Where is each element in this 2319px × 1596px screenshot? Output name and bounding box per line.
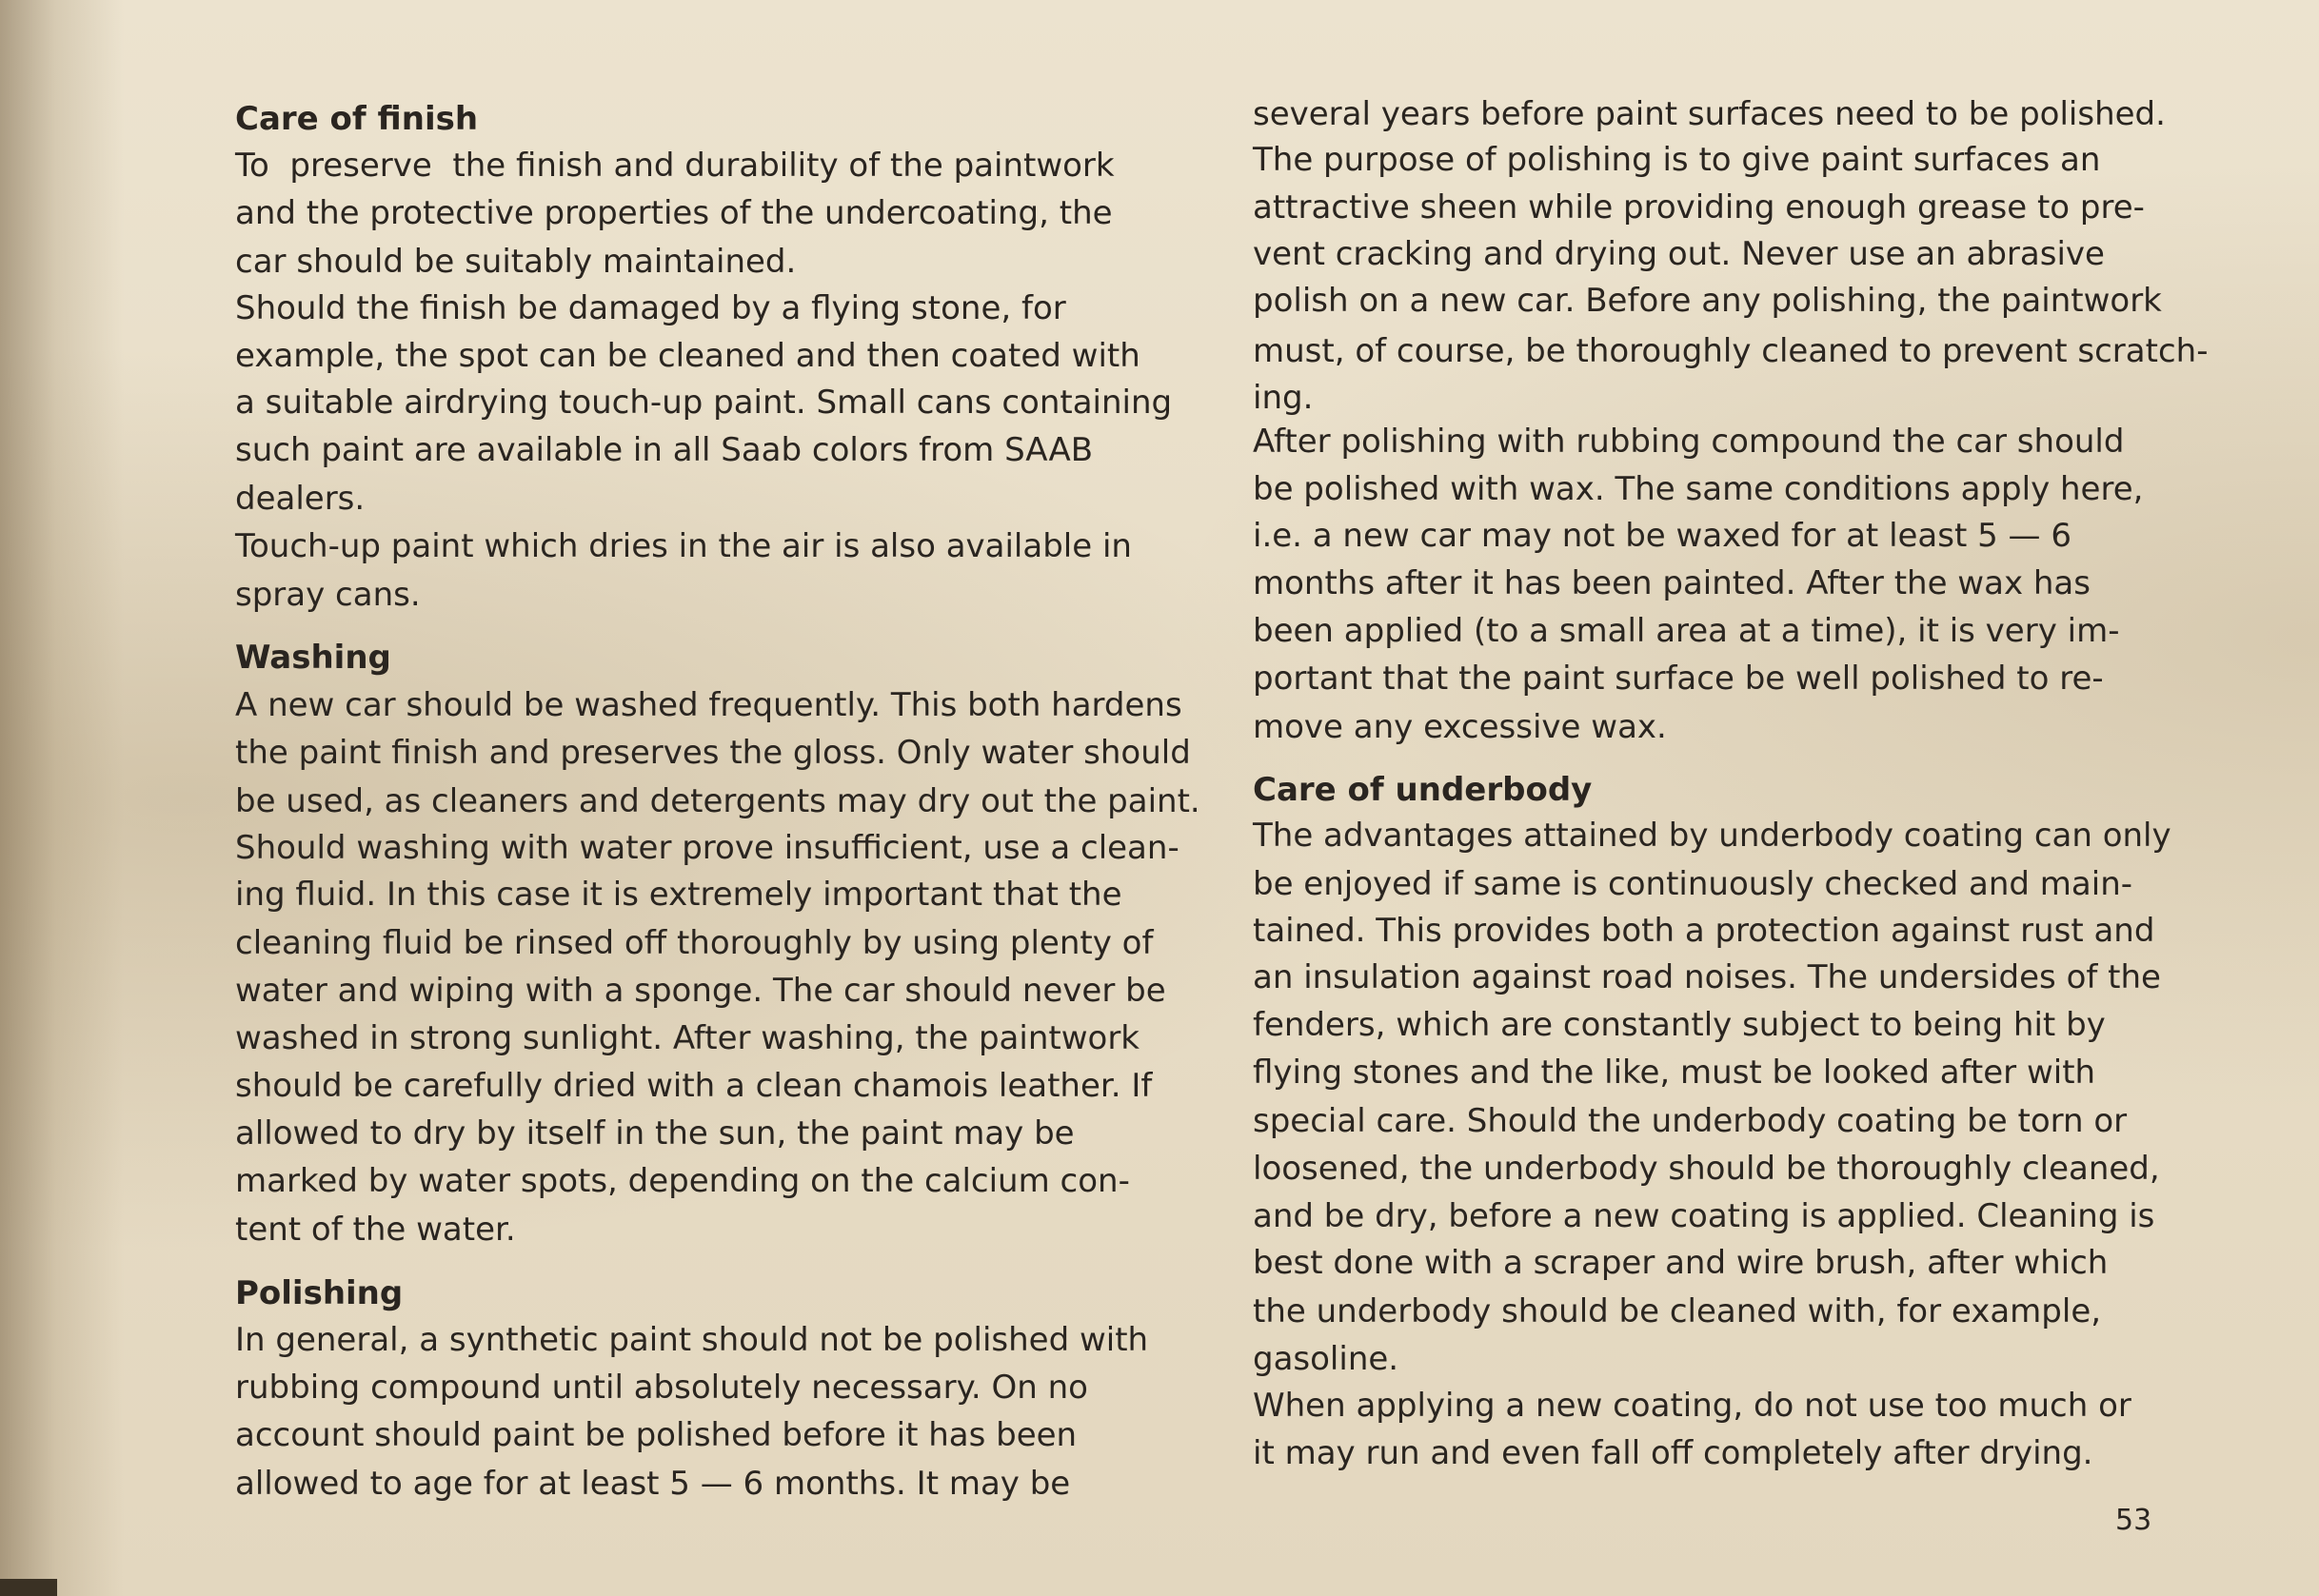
text-line: must, of course, be thoroughly cleaned to prevent scratch-	[1253, 332, 2209, 370]
text-line: gasoline.	[1253, 1340, 1399, 1378]
text-line: dealers.	[235, 480, 366, 518]
heading-care-of-finish: Care of finish	[235, 100, 479, 138]
text-line: fenders, which are constantly subject to being hit by	[1253, 1006, 2106, 1044]
text-line: The advantages attained by underbody coating can only	[1253, 817, 2171, 855]
text-line: and be dry, before a new coating is applied. Cleaning is	[1253, 1197, 2155, 1235]
text-line: several years before paint surfaces need to be polished.	[1253, 95, 2166, 133]
text-line: attractive sheen while providing enough grease to pre-	[1253, 188, 2145, 227]
text-line: be enjoyed if same is continuously checked and main-	[1253, 865, 2133, 903]
text-line: marked by water spots, depending on the calcium con-	[235, 1162, 1130, 1200]
text-line: water and wiping with a sponge. The car should never be	[235, 972, 1166, 1010]
text-line: allowed to dry by itself in the sun, the paint may be	[235, 1114, 1075, 1153]
text-line: After polishing with rubbing compound the car should	[1253, 423, 2125, 461]
text-line: an insulation against road noises. The undersides of the	[1253, 958, 2161, 996]
text-line: tained. This provides both a protection against rust and	[1253, 912, 2155, 950]
text-line: it may run and even fall off completely after drying.	[1253, 1434, 2093, 1472]
text-line: and the protective properties of the undercoating, the	[235, 194, 1113, 232]
text-line: Touch-up paint which dries in the air is also available in	[235, 527, 1132, 565]
text-line: ing fluid. In this case it is extremely important that the	[235, 876, 1122, 914]
text-line: i.e. a new car may not be waxed for at least 5 — 6	[1253, 517, 2071, 555]
text-line: the underbody should be cleaned with, for example,	[1253, 1292, 2102, 1330]
text-line: the paint finish and preserves the gloss. Only water should	[235, 734, 1191, 772]
text-line: polish on a new car. Before any polishing, the paintwork	[1253, 282, 2162, 320]
heading-care-of-underbody: Care of underbody	[1253, 771, 1593, 809]
text-line: be polished with wax. The same conditions apply here,	[1253, 470, 2144, 508]
page-number: 53	[2115, 1504, 2152, 1537]
text-line: In general, a synthetic paint should not be polished with	[235, 1321, 1149, 1359]
text-line: The purpose of polishing is to give paint surfaces an	[1253, 141, 2101, 179]
text-line: be used, as cleaners and detergents may dry out the paint.	[235, 782, 1200, 820]
page-corner-edge	[0, 1579, 57, 1596]
text-line: washed in strong sunlight. After washing, the paintwork	[235, 1019, 1140, 1057]
text-line: move any excessive wax.	[1253, 708, 1667, 746]
text-line: should be carefully dried with a clean chamois leather. If	[235, 1067, 1153, 1105]
heading-polishing: Polishing	[235, 1274, 404, 1312]
text-line: ing.	[1253, 379, 1314, 417]
text-line: vent cracking and drying out. Never use an abrasive	[1253, 235, 2105, 273]
text-line: loosened, the underbody should be thoroughly cleaned,	[1253, 1150, 2160, 1188]
text-line: special care. Should the underbody coating be torn or	[1253, 1102, 2128, 1140]
heading-washing: Washing	[235, 639, 391, 677]
text-line: cleaning fluid be rinsed off thoroughly by using plenty of	[235, 924, 1154, 962]
text-line: A new car should be washed frequently. This both hardens	[235, 686, 1182, 724]
binding-shadow	[0, 0, 124, 1596]
text-line: a suitable airdrying touch-up paint. Small cans containing	[235, 384, 1173, 422]
text-line: car should be suitably maintained.	[235, 243, 797, 281]
text-line: Should washing with water prove insufficient, use a clean-	[235, 829, 1179, 867]
text-line: Should the finish be damaged by a flying stone, for	[235, 289, 1066, 327]
text-line: example, the spot can be cleaned and then coated with	[235, 337, 1140, 375]
text-line: portant that the paint surface be well polished to re-	[1253, 660, 2104, 698]
text-line: When applying a new coating, do not use too much or	[1253, 1387, 2131, 1425]
text-line: rubbing compound until absolutely necessary. On no	[235, 1369, 1088, 1407]
text-line: such paint are available in all Saab colors from SAAB	[235, 431, 1094, 469]
text-line: allowed to age for at least 5 — 6 months. It may be	[235, 1465, 1071, 1503]
text-line: been applied (to a small area at a time), it is very im-	[1253, 612, 2120, 650]
text-line: best done with a scraper and wire brush, after which	[1253, 1244, 2109, 1282]
text-line: flying stones and the like, must be looked after with	[1253, 1054, 2096, 1092]
text-line: account should paint be polished before it has been	[235, 1416, 1078, 1454]
text-line: tent of the water.	[235, 1211, 516, 1249]
text-line: To preserve the finish and durability of the paintwork	[235, 147, 1115, 185]
text-line: spray cans.	[235, 576, 421, 614]
text-line: months after it has been painted. After the wax has	[1253, 564, 2091, 602]
